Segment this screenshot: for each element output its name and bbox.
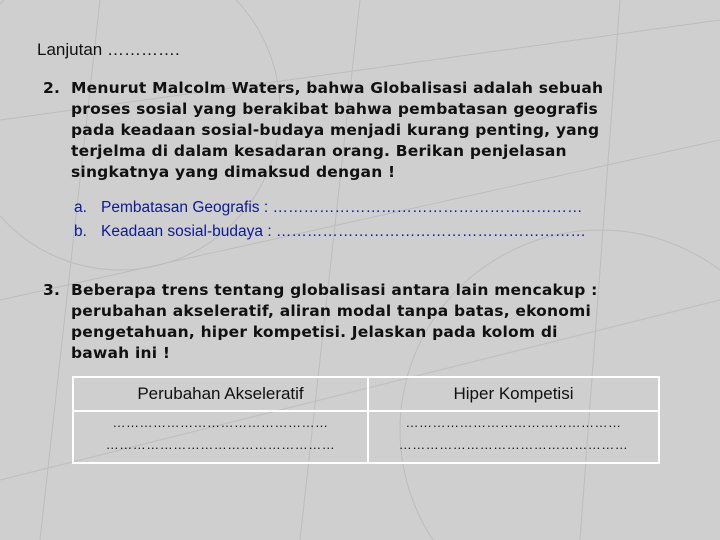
subitem-a-text: Pembatasan Geografis : …………………………………………………… — [101, 199, 583, 216]
table-header-hiper-kompetisi: Hiper Kompetisi — [368, 377, 659, 411]
subitem-b-text: Keadaan sosial-budaya : …………………………………………………… — [101, 223, 586, 240]
question-2-text: Menurut Malcolm Waters, bahwa Globalisasi adalah sebuah proses sosial yang berakibat bahwa pembatasan geografis pada keadaan sosial-budaya menjadi kurang penting, yang terjelma di dalam kesadaran orang. Berikan penjelasan singkatnya yang dimaksud dengan ! — [71, 79, 604, 181]
question-3 — [43, 280, 703, 364]
table-cell-hiper-kompetisi: ………………………………………… …………………………………………… — [368, 411, 659, 463]
subitem-b — [74, 223, 586, 241]
question-2-number: 2. — [43, 79, 61, 97]
subitem-b-letter: b. — [74, 223, 87, 240]
table-row — [73, 411, 659, 463]
page-heading: Lanjutan …………. — [37, 40, 180, 59]
table-cell-akseleratif: ………………………………………… …………………………………………… — [73, 411, 368, 463]
answer-table — [72, 376, 660, 464]
table-header-row — [73, 377, 659, 411]
subitem-a-letter: a. — [74, 199, 87, 216]
table-header-akseleratif: Perubahan Akseleratif — [73, 377, 368, 411]
question-2 — [43, 78, 703, 183]
subitem-a — [74, 199, 582, 217]
question-3-text: Beberapa trens tentang globalisasi antara lain mencakup : perubahan akseleratif, aliran modal tanpa batas, ekonomi pengetahuan, hiper kompetisi. Jelaskan pada kolom di bawah ini ! — [71, 281, 598, 362]
question-3-number: 3. — [43, 281, 61, 299]
